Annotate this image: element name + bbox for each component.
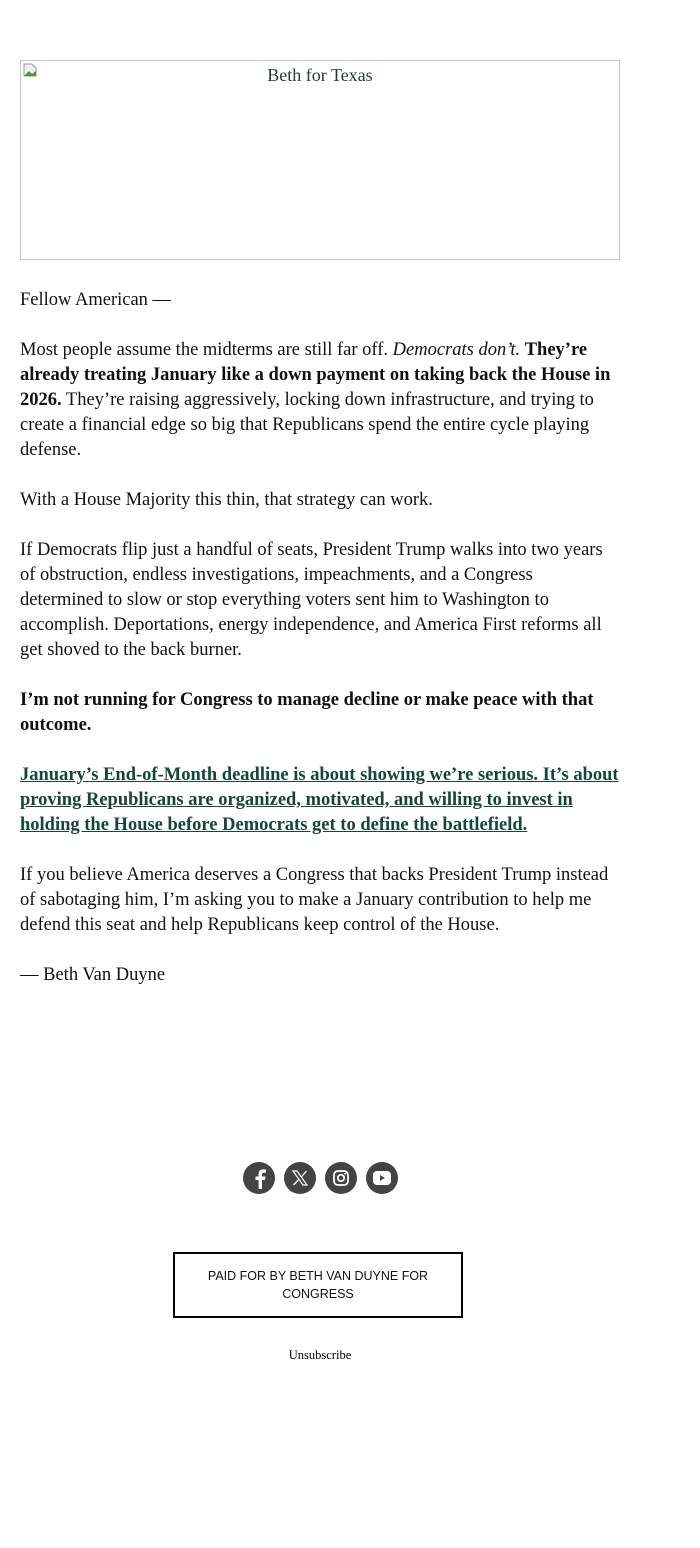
text: Most people assume the midterms are still far off.	[20, 340, 393, 360]
emphasis: Democrats don’t.	[392, 340, 521, 360]
paid-for-disclaimer: PAID FOR BY BETH VAN DUYNE FOR CONGRESS	[173, 1252, 463, 1318]
instagram-icon[interactable]	[325, 1162, 357, 1194]
bold-text: They’re already treating January like a down payment on taking back the House in 2026.	[20, 340, 611, 410]
header-image-alt: Beth for Texas	[267, 65, 373, 85]
bold-text: I’m not running for Congress to manage decline or make peace with that outcome.	[20, 690, 594, 735]
paragraph-1	[20, 338, 620, 463]
header-image[interactable]	[20, 60, 620, 260]
facebook-icon[interactable]	[243, 1162, 275, 1194]
email-body	[20, 288, 620, 988]
text: They’re raising aggressively, locking down infrastructure, and trying to create a financial edge so big that Republicans spend the entire cycle playing defense.	[20, 390, 594, 460]
paragraph-4	[20, 688, 620, 738]
paragraph-5	[20, 763, 620, 838]
x-icon[interactable]	[284, 1162, 316, 1194]
paragraph-3: If Democrats flip just a handful of seats, President Trump walks into two years of obstruction, endless investigations, impeachments, and a Congress determined to slow or stop everything voters sent him to Washington to accomplish. Deportations, energy independence, and America First reforms all get shoved to the back burner.	[20, 540, 603, 660]
paragraph-6: If you believe America deserves a Congress that backs President Trump instead of sabotaging him, I’m asking you to make a January contribution to help me defend this seat and help Republicans keep control of the House.	[20, 865, 609, 935]
social-links	[0, 1162, 640, 1194]
greeting: Fellow American —	[20, 290, 172, 310]
deadline-link[interactable]: January’s End-of-Month deadline is about showing we’re serious. It’s about proving Republicans are organized, motivated, and willing to invest in holding the House before Democrats get to define the battlefield.	[20, 765, 619, 835]
unsubscribe-link[interactable]: Unsubscribe	[288, 1348, 352, 1362]
paragraph-2: With a House Majority this thin, that strategy can work.	[20, 490, 433, 510]
signoff: — Beth Van Duyne	[20, 965, 166, 985]
youtube-icon[interactable]	[366, 1162, 398, 1194]
